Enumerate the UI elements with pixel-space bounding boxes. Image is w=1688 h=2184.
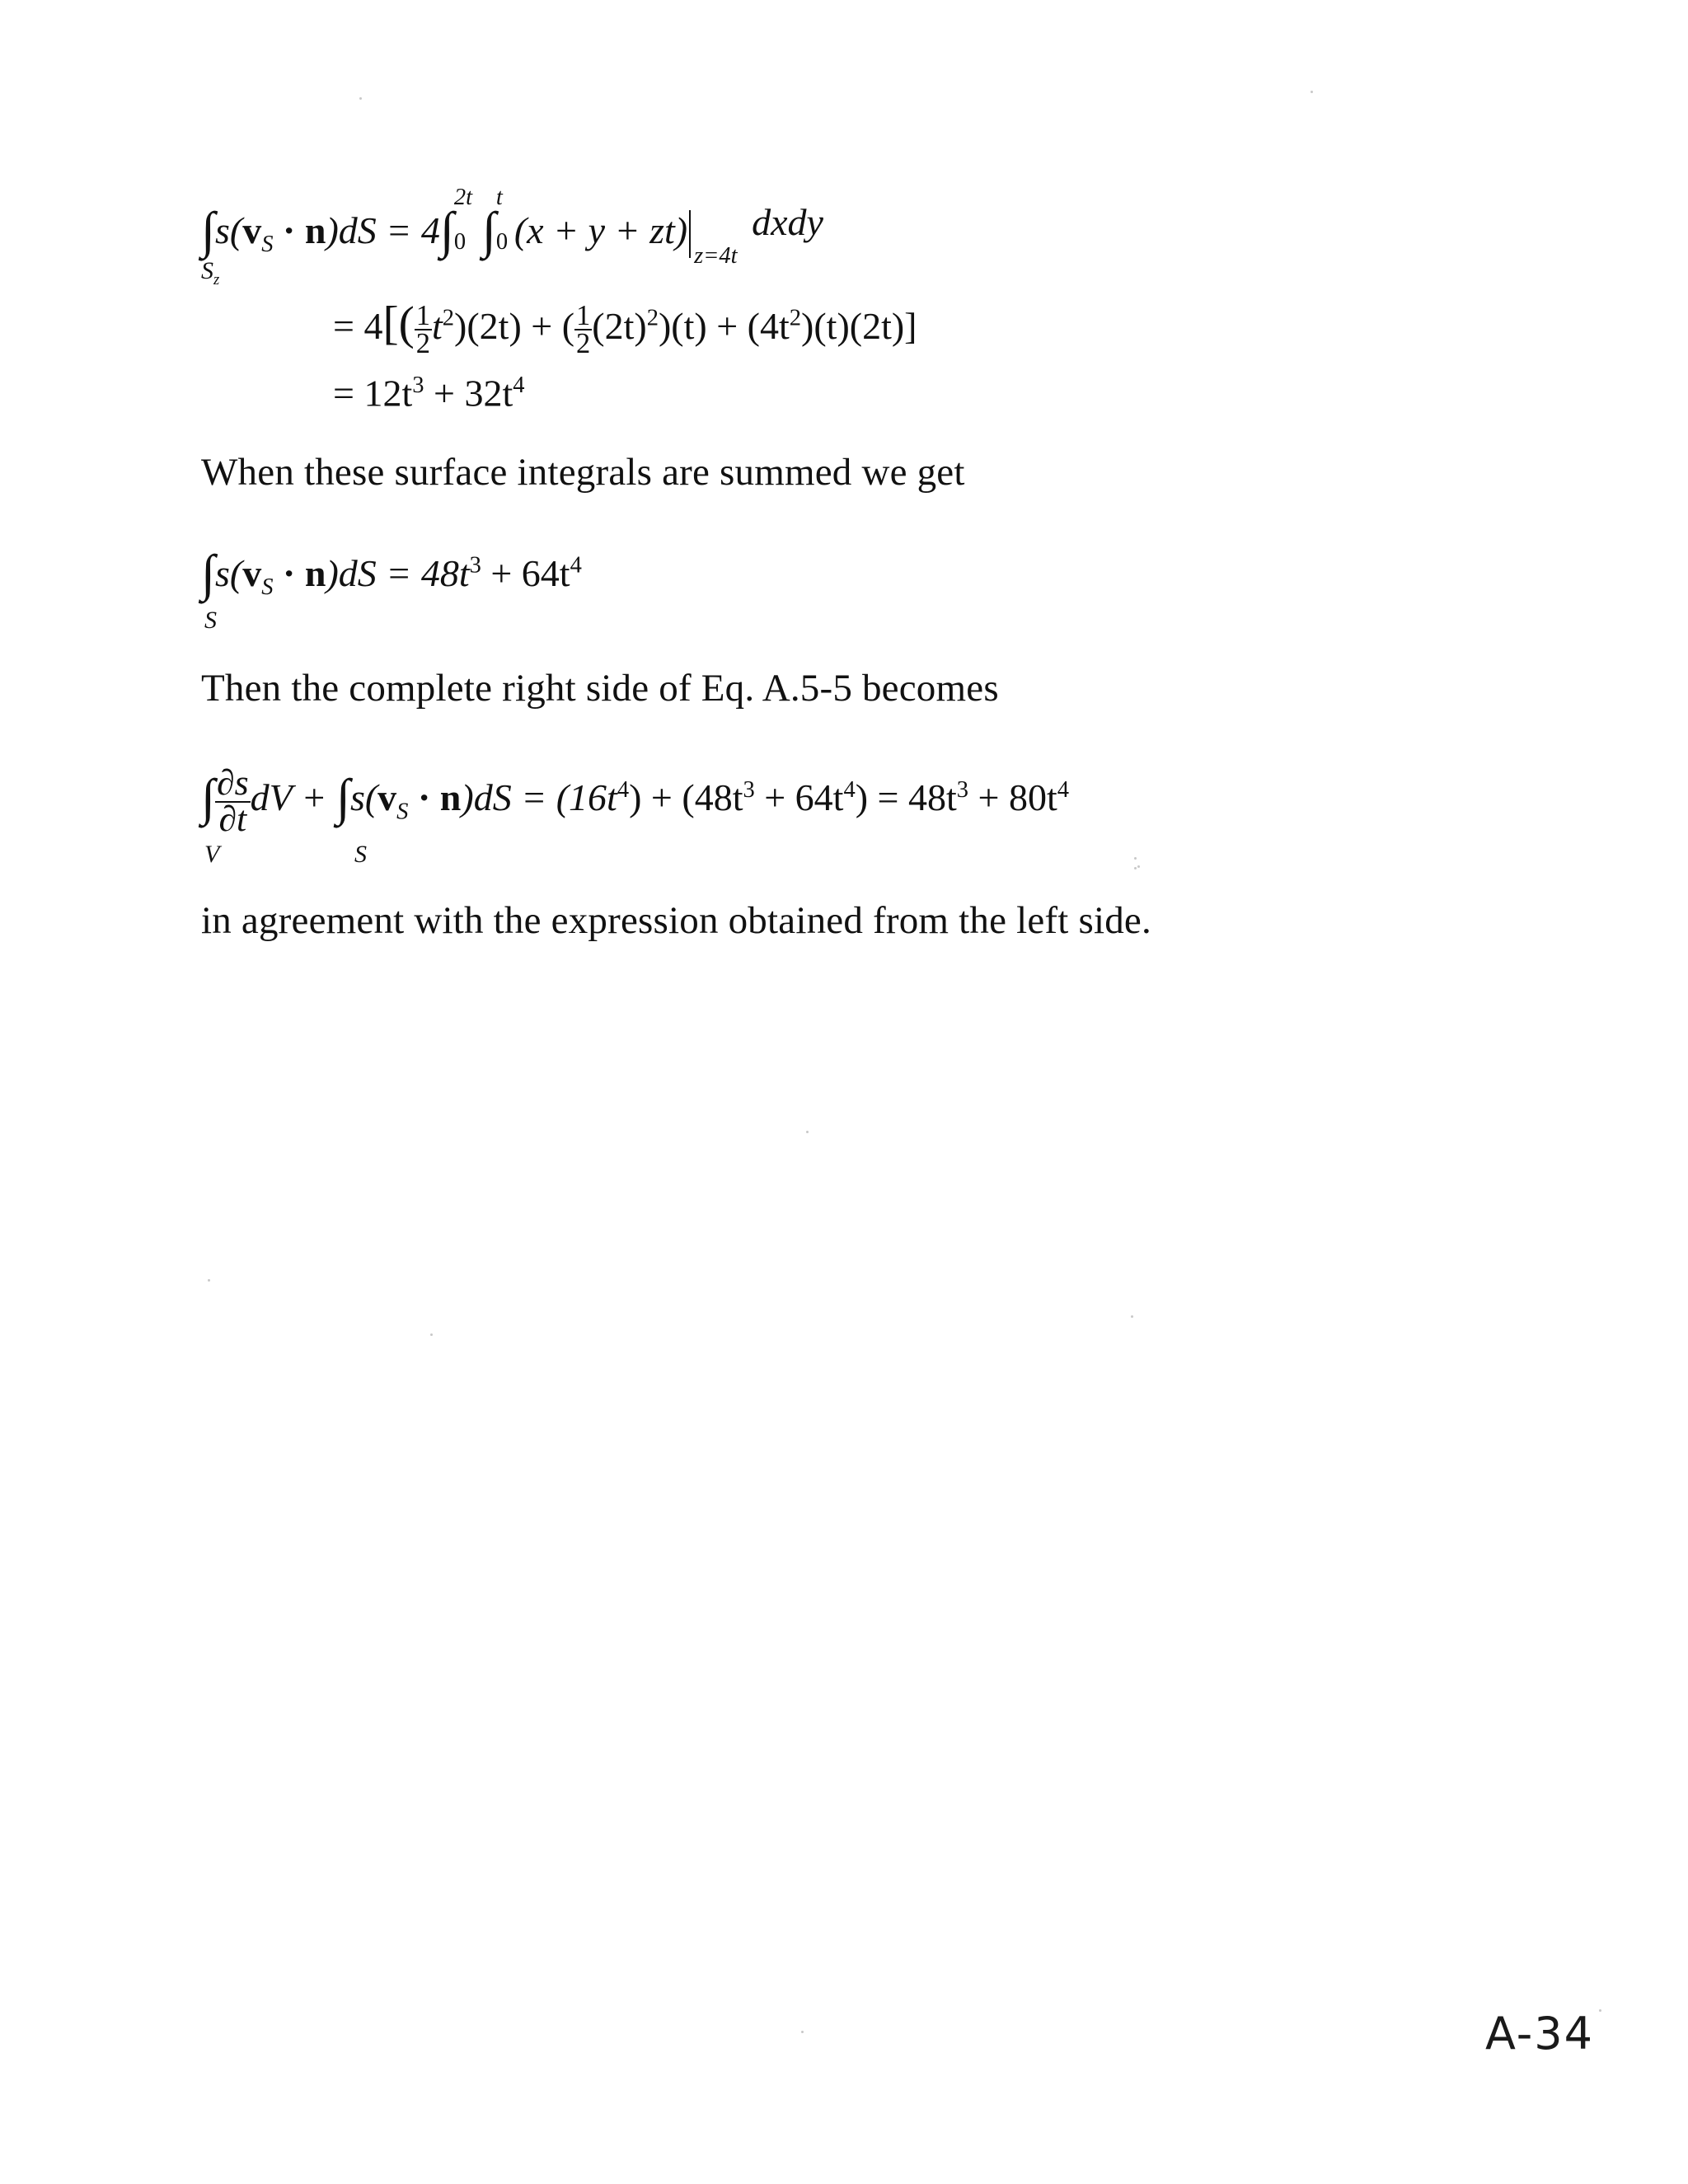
eq5-partial-fraction	[215, 763, 251, 839]
paragraph-agreement: in agreement with the expression obtained from the left side.	[201, 899, 1151, 942]
eq1-lower-limit-outer: 0	[453, 229, 467, 255]
eq5-exponent-2: 3	[743, 776, 755, 803]
integral-sign: ∫	[439, 202, 454, 259]
eq4-normal-vector: · n	[273, 552, 326, 594]
eq5-surface-label: S	[354, 841, 367, 868]
scan-speck	[1137, 865, 1140, 868]
scan-speck	[801, 2031, 804, 2033]
eq2-prefix: = 4	[333, 305, 383, 347]
integral-sign: ∫	[201, 202, 216, 259]
eq3-term-a: = 12t	[333, 372, 413, 415]
scan-speck	[359, 97, 362, 100]
eq5-mid-3: ) = 48t	[855, 776, 957, 819]
eq2-half-numerator-1: 1	[415, 299, 430, 331]
equation-surface-integral-sz	[201, 185, 823, 288]
eq2-term2: (2t)	[592, 305, 647, 347]
eq5-mid-4: + 80t	[968, 776, 1057, 819]
eq5-partial-denominator: ∂t	[218, 799, 247, 839]
eq1-lhs-integrand: s(	[215, 209, 243, 251]
eq2-term3-close: )(t)(2t)]	[801, 305, 917, 347]
eq5-mid-1: ) + (48t	[629, 776, 743, 819]
eq1-upper-limit-inner: t	[495, 185, 503, 210]
equation-result-sz	[333, 372, 525, 415]
eq2-fraction-half-2	[574, 299, 592, 360]
eq1-normal-vector: · n	[273, 209, 326, 251]
equation-surface-integral-total	[201, 544, 582, 634]
eq5-exponent-3: 4	[843, 776, 856, 803]
eq5-velocity-subscript: S	[396, 799, 409, 825]
eq2-term1: t	[432, 305, 443, 347]
eq3-term-b: + 32t	[424, 372, 513, 415]
eq1-differentials: dxdy	[752, 201, 823, 243]
scan-speck	[1134, 867, 1137, 869]
integral-sign: ∫	[481, 202, 496, 259]
eq5-normal-vector: · n	[408, 776, 462, 819]
eq5-exponent-5: 4	[1057, 776, 1070, 803]
eq4-lhs: s(	[215, 552, 243, 594]
eq2-term2-exponent: 2	[646, 305, 659, 331]
eq2-bracket-open: [(	[382, 298, 415, 349]
eq1-velocity-vector: v	[242, 209, 262, 251]
eq2-fraction-half-1	[415, 299, 432, 360]
eq5-close-eq: )dS = (16t	[461, 776, 617, 819]
eq4-term-b: + 64t	[481, 552, 570, 594]
eq1-surface-label	[201, 259, 219, 288]
eq4-close: )dS = 48t	[326, 552, 470, 594]
scan-speck	[1599, 2009, 1601, 2012]
eq4-velocity-vector: v	[242, 552, 262, 594]
eq1-surface-label-text: S	[201, 257, 213, 284]
eq2-half-denominator-1: 2	[415, 328, 430, 360]
eq5-mid-2: + 64t	[754, 776, 844, 819]
eq2-term3-exponent: 2	[789, 305, 802, 331]
eq5-exponent-1: 4	[617, 776, 630, 803]
equation-complete-right-side	[201, 763, 1070, 868]
eq5-dv: dV +	[250, 776, 336, 819]
paragraph-right-side: Then the complete right side of Eq. A.5-5 becomes	[201, 667, 999, 710]
eq5-s-open: s(	[349, 776, 378, 819]
equation-expanded-terms	[333, 300, 917, 358]
eq1-lhs-close: )dS = 4	[326, 209, 440, 251]
eq2-half-numerator-2: 1	[576, 299, 591, 331]
eq3-exponent-a: 3	[412, 373, 424, 398]
paragraph-summed: When these surface integrals are summed we get	[201, 451, 965, 494]
eq1-velocity-subscript: S	[261, 232, 274, 258]
eq4-surface-label: S	[204, 607, 217, 634]
integral-sign: ∫	[201, 770, 216, 827]
eq3-exponent-b: 4	[513, 373, 525, 398]
scan-speck	[430, 1333, 433, 1336]
integral-sign: ∫	[335, 770, 350, 827]
scan-speck	[1311, 91, 1313, 93]
eq1-lower-limit-inner: 0	[495, 229, 509, 255]
page-number: A-34	[1485, 2008, 1594, 2060]
eq4-exponent-a: 3	[469, 552, 481, 579]
eq5-volume-label: V	[204, 841, 220, 868]
eq1-evaluation-subscript: z=4t	[694, 243, 738, 269]
eq2-half-denominator-2: 2	[576, 328, 591, 360]
eq5-velocity-vector: v	[377, 776, 397, 819]
eq5-partial-numerator: ∂s	[217, 763, 249, 803]
eq1-rhs-integrand: (x + y + zt)	[513, 209, 688, 251]
scan-speck	[1131, 1315, 1133, 1318]
eq4-exponent-b: 4	[570, 552, 582, 579]
integral-sign: ∫	[201, 545, 216, 602]
eq2-term1-close: )(2t) + (	[454, 305, 575, 347]
scan-speck	[208, 1279, 210, 1282]
scan-speck	[1134, 857, 1137, 860]
eq5-exponent-4: 3	[956, 776, 969, 803]
eq4-velocity-subscript: S	[261, 574, 274, 601]
eq2-term2-close: )(t) + (4t	[658, 305, 790, 347]
eq1-upper-limit-outer: 2t	[453, 185, 473, 210]
scan-speck	[806, 1131, 809, 1133]
eq1-surface-label-subscript: z	[213, 271, 220, 288]
eq2-term1-exponent: 2	[442, 305, 455, 331]
eq1-evaluation-bar	[689, 210, 691, 258]
